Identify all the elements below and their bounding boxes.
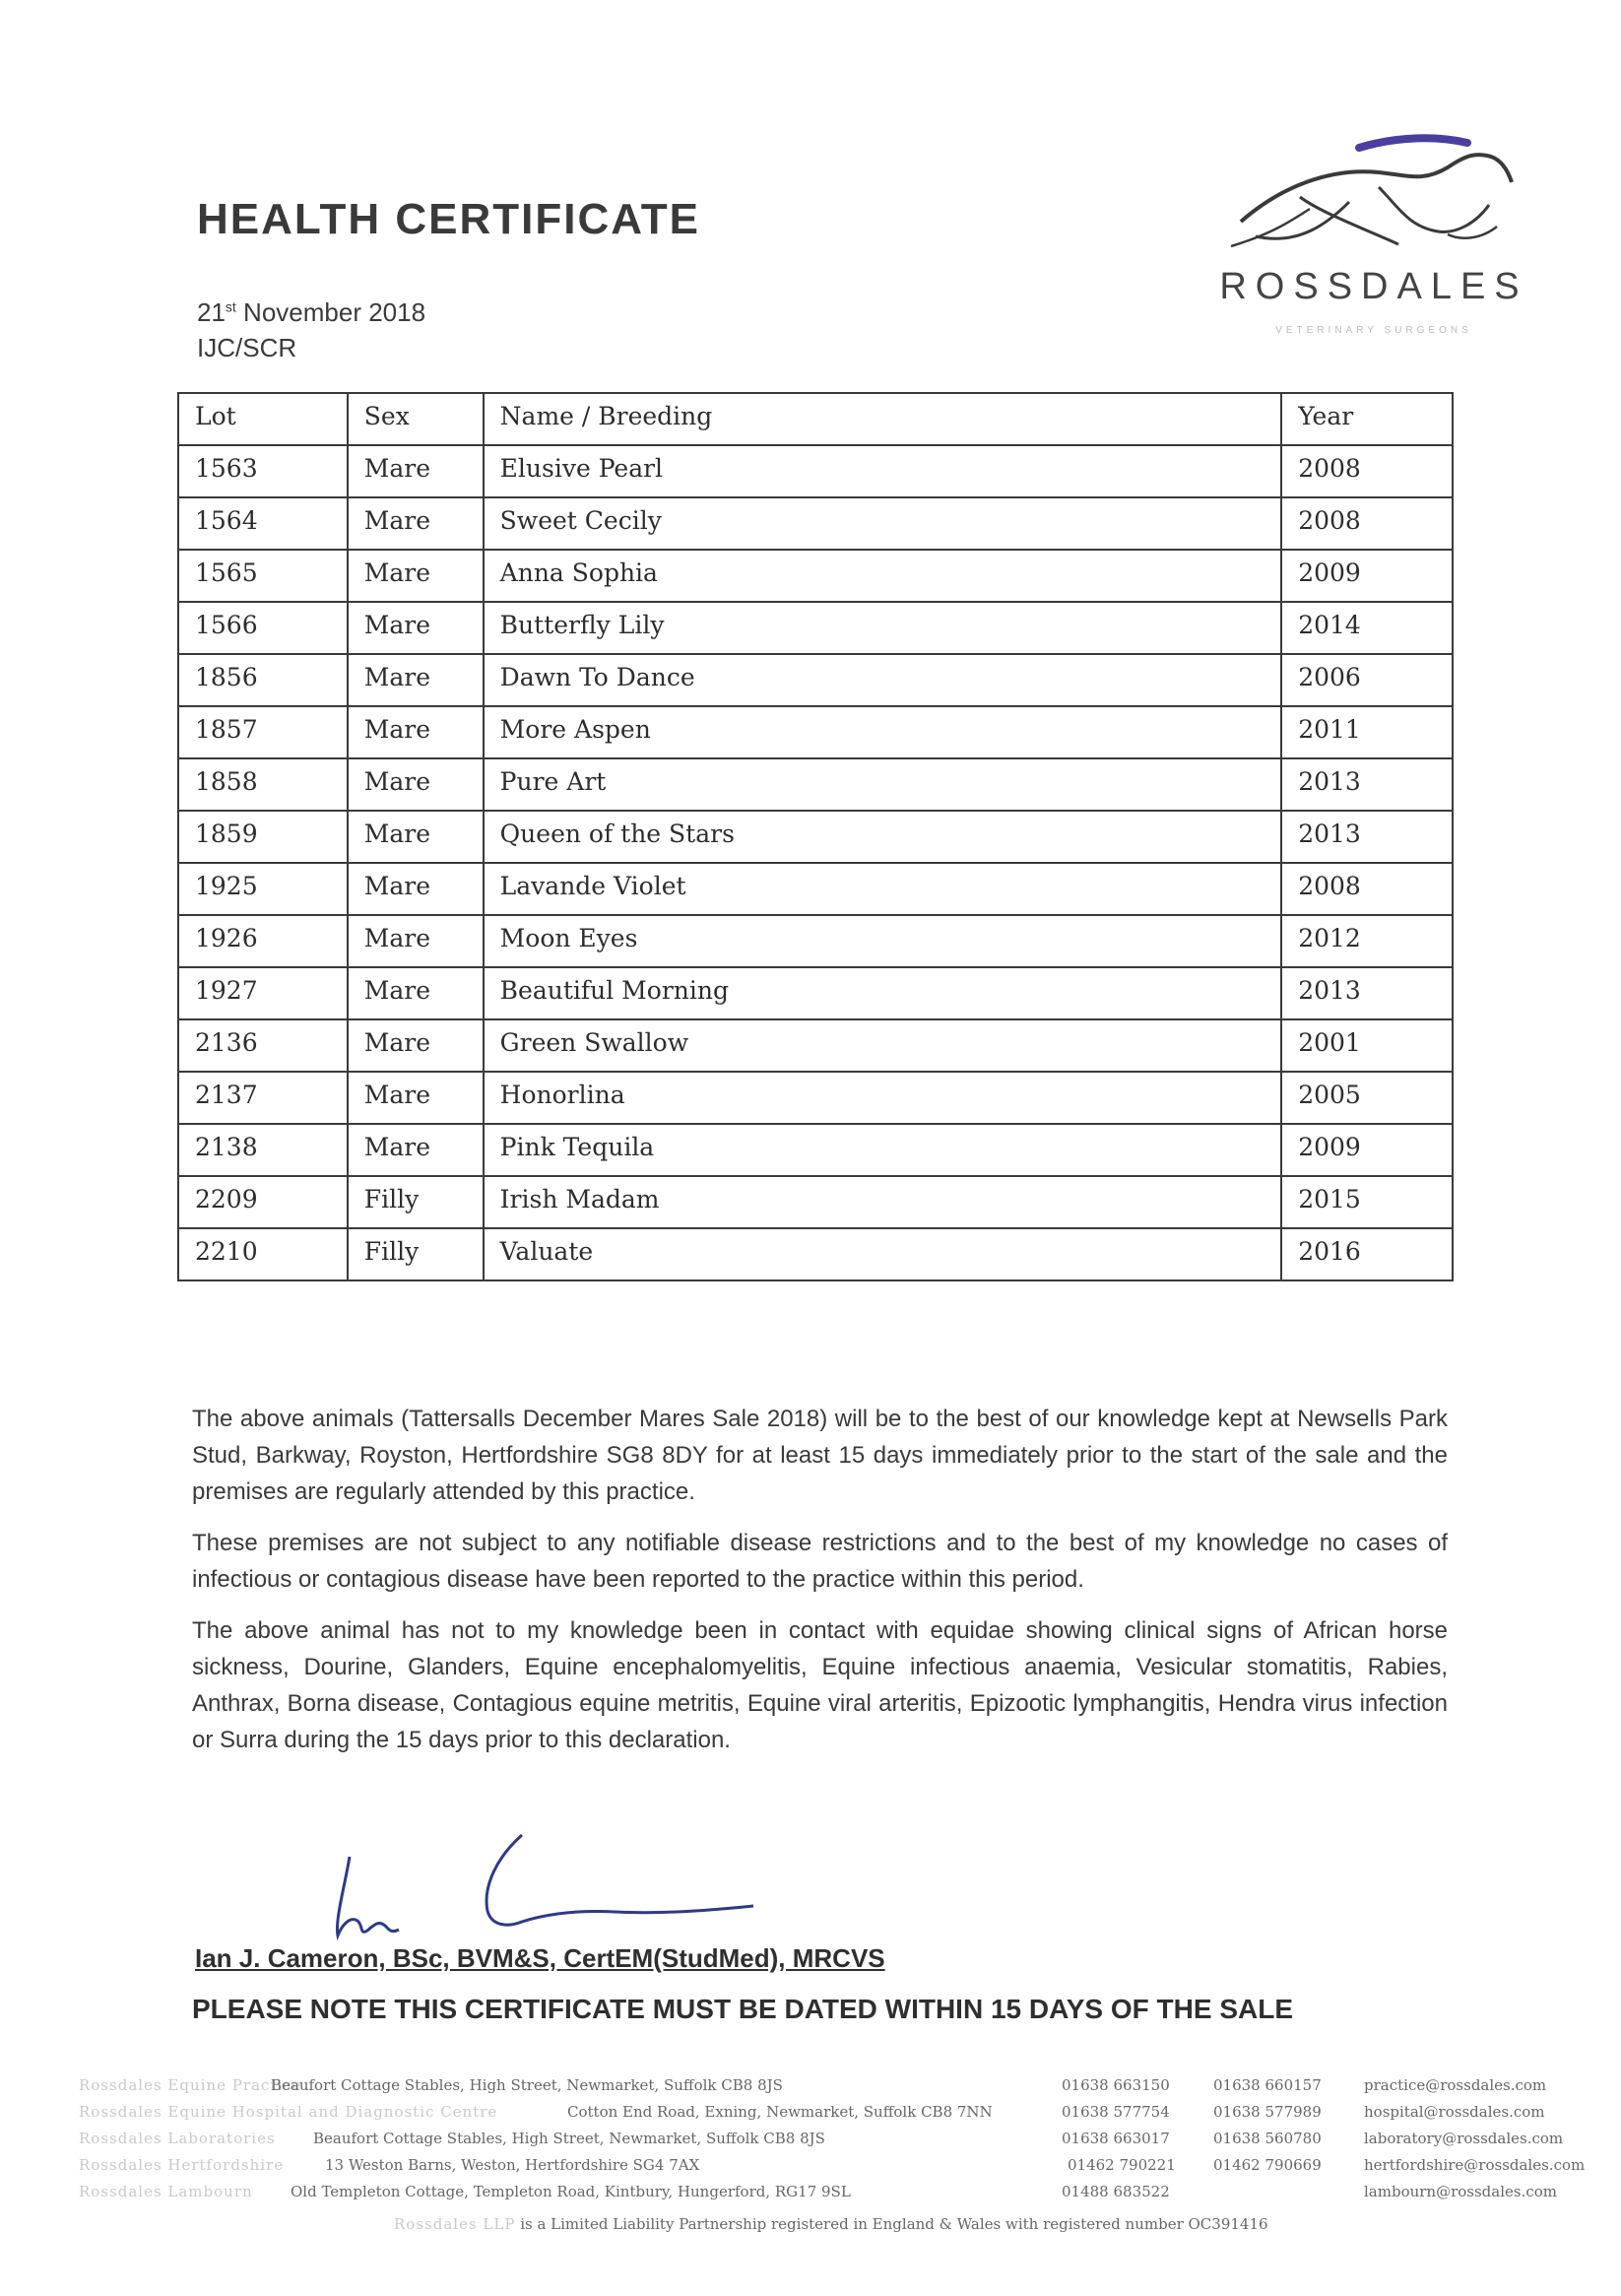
footer-email: hospital@rossdales.com (1364, 2103, 1545, 2121)
signature-icon (320, 1827, 773, 1955)
table-row (178, 967, 1453, 1019)
footer-fax: 01462 790669 (1213, 2156, 1322, 2174)
cell-lot: 1563 (178, 445, 348, 497)
cell-year: 2009 (1281, 1124, 1453, 1176)
table-row (178, 915, 1453, 967)
cell-lot: 1926 (178, 915, 348, 967)
cell-year: 2013 (1281, 811, 1453, 863)
footer-tel: 01638 577754 (1062, 2103, 1170, 2121)
cell-year: 2009 (1281, 550, 1453, 602)
footer-label: Rossdales Hertfordshire (79, 2156, 285, 2174)
header-name-breeding: Name / Breeding (484, 393, 1282, 445)
cell-lot: 1857 (178, 706, 348, 758)
table-row (178, 863, 1453, 915)
cell-sex: Mare (348, 863, 484, 915)
cell-lot: 2138 (178, 1124, 348, 1176)
cell-year: 2001 (1281, 1019, 1453, 1072)
cell-lot: 1858 (178, 758, 348, 811)
cell-year: 2013 (1281, 967, 1453, 1019)
cell-lot: 1565 (178, 550, 348, 602)
legal-notice (394, 2215, 1268, 2233)
table-row (178, 550, 1453, 602)
cell-name: Irish Madam (484, 1176, 1282, 1228)
date-day: 21 (197, 297, 226, 327)
cell-sex: Mare (348, 445, 484, 497)
cell-year: 2008 (1281, 497, 1453, 550)
table-row (178, 1228, 1453, 1280)
cell-name: Anna Sophia (484, 550, 1282, 602)
cell-sex: Mare (348, 654, 484, 706)
footer-address: Old Templeton Cottage, Templeton Road, Kintbury, Hungerford, RG17 9SL (291, 2183, 851, 2200)
paragraph-restrictions: These premises are not subject to any notifiable disease restrictions and to the best of my knowledge no cases of infectious or contagious disease have been reported to the practice within this period. (192, 1530, 1448, 1593)
table-row (178, 654, 1453, 706)
cell-name: Green Swallow (484, 1019, 1282, 1072)
header-lot: Lot (178, 393, 348, 445)
dating-notice: PLEASE NOTE THIS CERTIFICATE MUST BE DATED WITHIN 15 DAYS OF THE SALE (192, 1994, 1294, 2024)
cell-sex: Mare (348, 706, 484, 758)
table-row (178, 1072, 1453, 1124)
legal-text: is a Limited Liability Partnership registered in England & Wales with registered number OC391416 (520, 2215, 1268, 2233)
cell-year: 2012 (1281, 915, 1453, 967)
cell-name: Elusive Pearl (484, 445, 1282, 497)
footer-tel: 01638 663150 (1062, 2076, 1170, 2094)
cell-name: Pure Art (484, 758, 1282, 811)
signer-name: Ian J. Cameron, BSc, BVM&S, CertEM(StudMed), MRCVS (195, 1943, 885, 1973)
cell-name: More Aspen (484, 706, 1282, 758)
document-reference: IJC/SCR (197, 333, 297, 362)
horse-logo-icon (1211, 128, 1536, 266)
cell-sex: Mare (348, 811, 484, 863)
footer-address: Beaufort Cottage Stables, High Street, Newmarket, Suffolk CB8 8JS (271, 2076, 783, 2094)
cell-year: 2015 (1281, 1176, 1453, 1228)
logo-tagline: VETERINARY SURGEONS (1275, 325, 1472, 336)
footer-email: practice@rossdales.com (1364, 2076, 1547, 2094)
date-rest: November 2018 (243, 297, 426, 327)
cell-lot: 2209 (178, 1176, 348, 1228)
footer-tel: 01462 790221 (1068, 2156, 1176, 2174)
cell-lot: 1856 (178, 654, 348, 706)
footer-tel: 01488 683522 (1062, 2183, 1170, 2200)
footer-email: lambourn@rossdales.com (1364, 2183, 1558, 2200)
document-date (197, 297, 425, 328)
table-header-row (178, 393, 1453, 445)
cell-lot: 1927 (178, 967, 348, 1019)
cell-sex: Mare (348, 1019, 484, 1072)
cell-year: 2014 (1281, 602, 1453, 654)
cell-sex: Filly (348, 1176, 484, 1228)
cell-sex: Mare (348, 915, 484, 967)
cell-lot: 1925 (178, 863, 348, 915)
cell-sex: Mare (348, 497, 484, 550)
cell-name: Butterfly Lily (484, 602, 1282, 654)
table-row (178, 1019, 1453, 1072)
cell-name: Pink Tequila (484, 1124, 1282, 1176)
footer-address: 13 Weston Barns, Weston, Hertfordshire SG4 7AX (325, 2156, 700, 2174)
cell-name: Beautiful Morning (484, 967, 1282, 1019)
cell-year: 2005 (1281, 1072, 1453, 1124)
cell-name: Queen of the Stars (484, 811, 1282, 863)
table-row (178, 811, 1453, 863)
cell-year: 2008 (1281, 863, 1453, 915)
footer-label: Rossdales Equine Practice (79, 2076, 302, 2094)
date-suffix: st (225, 298, 236, 315)
cell-name: Sweet Cecily (484, 497, 1282, 550)
cell-sex: Mare (348, 1124, 484, 1176)
cell-name: Valuate (484, 1228, 1282, 1280)
cell-sex: Mare (348, 967, 484, 1019)
table-row (178, 758, 1453, 811)
cell-lot: 2136 (178, 1019, 348, 1072)
cell-sex: Mare (348, 550, 484, 602)
cell-lot: 1564 (178, 497, 348, 550)
footer-fax: 01638 577989 (1213, 2103, 1322, 2121)
footer-address: Cotton End Road, Exning, Newmarket, Suffolk CB8 7NN (567, 2103, 993, 2121)
table-row (178, 497, 1453, 550)
footer-label: Rossdales Lambourn (79, 2183, 253, 2200)
cell-sex: Mare (348, 1072, 484, 1124)
table-row (178, 1124, 1453, 1176)
cell-lot: 1859 (178, 811, 348, 863)
cell-lot: 1566 (178, 602, 348, 654)
lots-table (177, 392, 1454, 1281)
cell-year: 2016 (1281, 1228, 1453, 1280)
cell-sex: Mare (348, 758, 484, 811)
footer-label: Rossdales Equine Hospital and Diagnostic Centre (79, 2103, 498, 2121)
footer-tel: 01638 663017 (1062, 2130, 1170, 2147)
footer-fax: 01638 660157 (1213, 2076, 1322, 2094)
table-row (178, 445, 1453, 497)
footer-email: hertfordshire@rossdales.com (1364, 2156, 1586, 2174)
table-row (178, 602, 1453, 654)
cell-name: Honorlina (484, 1072, 1282, 1124)
cell-year: 2008 (1281, 445, 1453, 497)
cell-sex: Mare (348, 602, 484, 654)
cell-sex: Filly (348, 1228, 484, 1280)
page-title: HEALTH CERTIFICATE (197, 195, 700, 243)
header-sex: Sex (348, 393, 484, 445)
legal-prefix: Rossdales LLP (394, 2215, 516, 2233)
footer-email: laboratory@rossdales.com (1364, 2130, 1564, 2147)
cell-lot: 2210 (178, 1228, 348, 1280)
cell-year: 2006 (1281, 654, 1453, 706)
table-row (178, 706, 1453, 758)
cell-name: Moon Eyes (484, 915, 1282, 967)
paragraph-location: The above animals (Tattersalls December Mares Sale 2018) will be to the best of our knowledge kept at Newsells Park Stud, Barkway, Royston, Hertfordshire SG8 8DY for at least 15 days immediately prior to the start of the sale and the premises are regularly attended by this practice. (192, 1406, 1448, 1505)
cell-lot: 2137 (178, 1072, 348, 1124)
footer-address: Beaufort Cottage Stables, High Street, Newmarket, Suffolk CB8 8JS (313, 2130, 825, 2147)
cell-name: Lavande Violet (484, 863, 1282, 915)
rossdales-logo (1211, 128, 1536, 355)
footer-fax: 01638 560780 (1213, 2130, 1322, 2147)
header-year: Year (1281, 393, 1453, 445)
cell-name: Dawn To Dance (484, 654, 1282, 706)
cell-year: 2011 (1281, 706, 1453, 758)
table-row (178, 1176, 1453, 1228)
cell-year: 2013 (1281, 758, 1453, 811)
paragraph-disease-contact: The above animal has not to my knowledge been in contact with equidae showing clinical signs of African horse sickness, Dourine, Glanders, Equine encephalomyelitis, Equine infectious anaemia, Vesicular stomatitis, Rabies, Anthrax, Borna disease, Contagious equine metritis, Equine viral arteritis, Epizootic lymphangitis, Hendra virus infection or Surra during the 15 days prior to this declaration. (192, 1617, 1448, 1753)
logo-wordmark: ROSSDALES (1219, 266, 1528, 307)
footer-label: Rossdales Laboratories (79, 2130, 276, 2147)
